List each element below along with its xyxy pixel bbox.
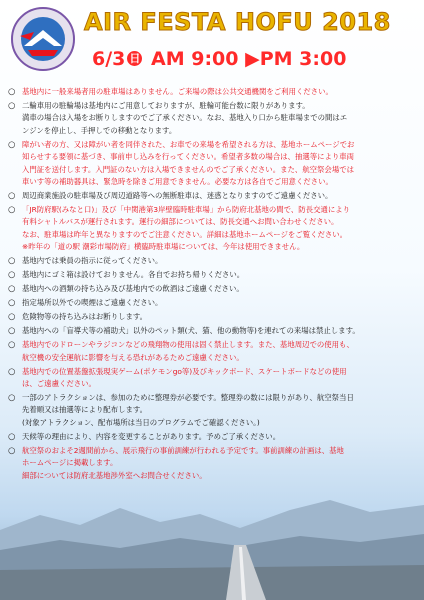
notice-list	[8, 86, 416, 484]
notice-item	[8, 445, 416, 482]
notice-line: 指定場所以外での喫煙はご遠慮ください。	[22, 298, 163, 308]
notice-item	[8, 392, 416, 429]
circle-bullet-icon: ○	[8, 284, 16, 295]
notice-item	[8, 431, 416, 443]
notice-item	[8, 366, 416, 391]
circle-bullet-icon: ○	[8, 191, 16, 202]
notice-item	[8, 139, 416, 189]
notice-line: 二輪車用の駐輪場は基地内にご用意しておりますが、駐輪可能台数に限りがあります。	[22, 101, 310, 110]
notice-line: 基地内にゴミ箱は設けておりません。各自でお持ち帰りください。	[22, 270, 245, 280]
notice-line: 周辺商業施設の駐車場及び周辺道路等への無断駐車は、迷惑となりますのでご遠慮ください。	[22, 191, 333, 201]
notice-line: 基地内での位置基盤拡張現実ゲーム(ポケモンgo等)及びキックボード、スケートボードなどの使用	[22, 366, 347, 376]
notice-item	[8, 100, 416, 137]
notice-item	[8, 297, 416, 309]
notice-line: ホームページに掲載します。	[22, 458, 118, 468]
event-date: 6/3	[92, 48, 126, 70]
notice-line: 一部のアトラクションは、参加のために整理券が必要です。整理券の数には限りがあり、航空祭当日	[22, 393, 354, 403]
notice-item	[8, 325, 416, 337]
circle-bullet-icon: ○	[8, 431, 16, 442]
notice-line: ※昨年の「道の駅 潮彩市場防府」横臨時駐車場については、今年は使用できません。	[22, 242, 305, 252]
notice-line: 基地内では乗員の指示に従ってください。	[22, 256, 163, 266]
notice-line: 航空祭のおよそ2週間前から、展示飛行の事前訓練が行われる予定です。事前訓練の計画は、基地	[22, 445, 344, 455]
circle-bullet-icon: ○	[8, 87, 16, 97]
circle-bullet-icon: ○	[8, 326, 16, 337]
circle-bullet-icon: ○	[8, 312, 16, 323]
circle-bullet-icon: ○	[8, 205, 16, 216]
notice-line: 航空機の安全運航に影響を与える恐れがあるためご遠慮ください。	[22, 352, 244, 362]
mountain-landscape	[0, 470, 424, 600]
notice-line: 基地内に一般来場者用の駐車場はありません。ご来場の際は公共交通機関をご利用ください。	[22, 87, 333, 96]
notice-line: 障がい者の方、又は障がい者を同伴された、お車での来場を希望される方は、基地ホームページでお	[22, 139, 355, 149]
notice-line: 入門証を送付します。入門証のない方は入場できませんのでご了承ください。また、航空祭会場では	[22, 164, 354, 174]
circle-bullet-icon: ○	[8, 101, 16, 111]
event-title: AIR FESTA HOFU 2018	[84, 8, 391, 36]
circle-bullet-icon: ○	[8, 366, 16, 377]
notice-line: 知らせする要領に基づき、事前申し込みを行ってください。希望者多数の場合は、抽選等により車両	[22, 152, 355, 162]
circle-bullet-icon: ○	[8, 256, 16, 267]
notice-line: 基地内でのドローンやラジコンなどの飛翔物の使用は固く禁止します。また、基地周辺での使用も、	[22, 340, 354, 350]
notice-item	[8, 269, 416, 281]
notice-line: 「JR防府駅(みなと口)」及び「中関港第3岸壁臨時駐車場」から防府北基地の間で、防長交通により	[22, 205, 351, 215]
notice-line: 天候等の理由により、内容を変更することがあります。予めご了承ください。	[22, 431, 281, 441]
notice-line: (対象アトラクション、配布場所は当日のプログラムでご確認ください。)	[22, 417, 260, 427]
notice-item	[8, 86, 416, 98]
circle-bullet-icon: ○	[8, 393, 16, 404]
notice-line: ンジンを停止し、手押しでの移動となります。	[22, 125, 177, 135]
notice-item	[8, 190, 416, 202]
notice-item	[8, 283, 416, 295]
notice-line: 危険物等の持ち込みはお断りします。	[22, 312, 148, 322]
circle-bullet-icon: ○	[8, 445, 16, 456]
runway-graphic	[216, 545, 266, 600]
notice-line: 満車の場合は入場をお断りしますのでご了承ください。なお、基地入り口から駐車場までの間はエ	[22, 113, 348, 123]
circle-bullet-icon: ○	[8, 270, 16, 281]
notice-line: 基地内への酒類の持ち込み及び基地内での飲酒はご遠慮ください。	[22, 284, 244, 294]
notice-line: 有料シャトルバスが運行されます。運行の細部については、防長交通へお問い合わせください。	[22, 217, 339, 227]
notice-item	[8, 204, 416, 254]
notice-line: 先着順又は抽選等により配布します。	[22, 405, 148, 415]
notice-item	[8, 255, 416, 267]
sunday-badge: 日	[129, 52, 141, 65]
notice-line: 車いす等の補助器具は、緊急時を除きご用意できません。必要な方は各自でご用意ください。	[22, 177, 333, 187]
event-time: AM 9:00 ▶PM 3:00	[151, 48, 347, 70]
notice-line: なお、駐車場は昨年と異なりますのでご注意ください。詳細は基地ホームページをご覧ください。	[22, 229, 348, 239]
notice-item	[8, 311, 416, 323]
notice-line: 細部については防府北基地渉外室へお問合せください。	[22, 470, 207, 480]
circle-bullet-icon: ○	[8, 340, 16, 351]
notice-item	[8, 339, 416, 364]
circle-bullet-icon: ○	[8, 139, 16, 150]
air-festa-logo-emblem	[10, 6, 76, 72]
event-date-time	[92, 48, 346, 70]
notice-line: は、ご遠慮ください。	[22, 379, 96, 389]
notice-line: 基地内への「盲導犬等の補助犬」以外のペット類(犬、猫、他の動物等)を連れての来場は禁止します。	[22, 326, 360, 336]
circle-bullet-icon: ○	[8, 298, 16, 309]
